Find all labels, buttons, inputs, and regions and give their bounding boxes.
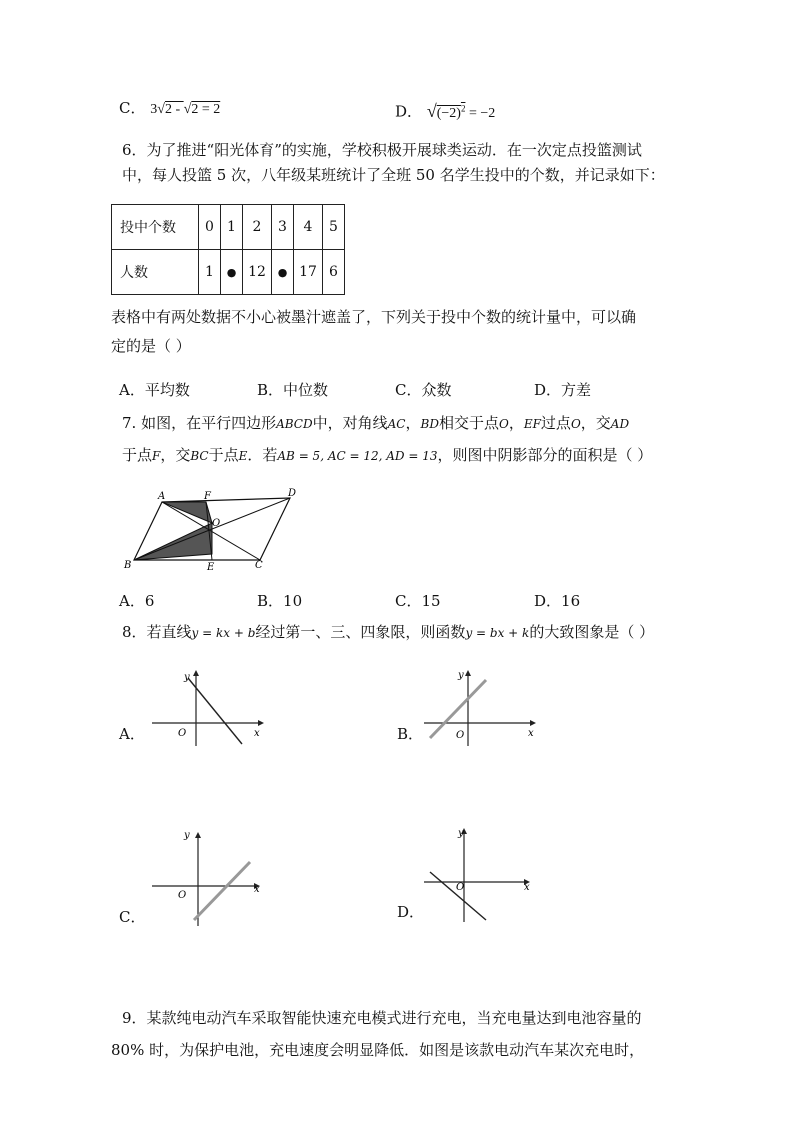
q5-option-d-letter: D． [395, 102, 423, 121]
label-d: D [288, 488, 297, 499]
origin-label: O [178, 728, 187, 739]
y-label: y [184, 830, 190, 841]
origin-label: O [178, 890, 187, 901]
q8-graph-d [420, 826, 540, 926]
q5-option-c-expr: 3√2 - √2 = 2 [150, 102, 221, 117]
q6-option-a: A．平均数 [119, 381, 190, 399]
table-cell: 4 [294, 205, 323, 250]
q7-line-1: 7. 如图，在平行四边形ABCD中，对角线AC，BD相交于点O，EF过点O，交AD [122, 414, 630, 432]
table-cell: 1 [221, 205, 243, 250]
q8-graph-c [148, 828, 268, 928]
y-arrow [193, 670, 199, 676]
q8-graph-b [420, 668, 540, 748]
x-arrow [530, 720, 536, 726]
q5-option-d [395, 98, 495, 124]
origin-label: O [456, 882, 465, 893]
shaded-triangle-bottom [134, 523, 212, 560]
table-cell: 0 [199, 205, 221, 250]
q5-option-c [119, 98, 220, 120]
q7-option-c: C．15 [395, 592, 441, 610]
x-label: x [254, 884, 260, 895]
q7-option-d: D．16 [534, 592, 581, 610]
q6-line-4: 定的是（ ） [111, 337, 191, 355]
table-cell: 2 [243, 205, 272, 250]
q8-stem: 8．若直线y = kx + b经过第一、三、四象限，则函数y = bx + k的大致图象是（ ） [122, 623, 655, 641]
q6-option-c: C．众数 [395, 381, 452, 399]
table-cell: 17 [294, 250, 323, 295]
q7-option-b: B．10 [257, 592, 303, 610]
q6-option-b: B．中位数 [257, 381, 329, 399]
label-b: B [124, 560, 132, 571]
q8-graph-a [148, 668, 268, 748]
q6-option-d: D．方差 [534, 381, 592, 399]
table-cell: 12 [243, 250, 272, 295]
table-cell: 3 [272, 205, 294, 250]
table-row [112, 205, 345, 250]
shaded-triangle-top [162, 502, 212, 523]
y-label: y [184, 672, 190, 683]
table-cell: 6 [323, 250, 345, 295]
table-cell: ● [272, 250, 294, 295]
y-label: y [458, 670, 464, 681]
q8-option-c-label: C． [119, 908, 146, 926]
label-c: C [255, 560, 263, 571]
x-label: x [524, 882, 530, 893]
graph-line [194, 862, 250, 920]
label-e: E [207, 562, 215, 573]
q6-line-1: 6．为了推进“阳光体育”的实施，学校积极开展球类运动．在一次定点投篮测试 [122, 141, 642, 159]
table-row [112, 250, 345, 295]
q6-line-2: 中，每人投篮 5 次，八年级某班统计了全班 50 名学生投中的个数，并记录如下： [122, 166, 665, 184]
y-label: y [458, 828, 464, 839]
q9-line-1: 9．某款纯电动汽车采取智能快速充电模式进行充电，当充电量达到电池容量的 [122, 1009, 642, 1027]
table-cell: 5 [323, 205, 345, 250]
q7-parallelogram-figure [118, 486, 318, 574]
label-f: F [204, 491, 211, 502]
graph-line [430, 872, 486, 920]
table-cell: 人数 [112, 250, 199, 295]
q6-line-3: 表格中有两处数据不小心被墨汁遮盖了，下列关于投中个数的统计量中，可以确 [111, 308, 637, 326]
q5-option-c-letter: C． [119, 99, 146, 117]
table-cell: ● [221, 250, 243, 295]
q6-score-table [111, 204, 345, 295]
q5-option-d-expr: $√(-2)^2 = -2$ [426, 100, 496, 121]
x-label: x [254, 728, 260, 739]
q7-line-2: 于点F，交BC于点E．若AB = 5, AC = 12, AD = 13，则图中阴影部分的面积是（ ） [122, 446, 653, 464]
x-label: x [528, 728, 534, 739]
q9-line-2: 80% 时，为保护电池，充电速度会明显降低．如图是该款电动汽车某次充电时， [111, 1041, 645, 1059]
q8-option-b-label: B． [397, 725, 424, 743]
x-arrow [258, 720, 264, 726]
y-arrow [465, 670, 471, 676]
table-cell: 投中个数 [112, 205, 199, 250]
y-arrow [195, 832, 201, 838]
table-cell: 1 [199, 250, 221, 295]
q8-option-a-label: A． [119, 725, 145, 743]
origin-label: O [456, 730, 465, 741]
label-o: O [212, 518, 221, 529]
q7-option-a: A．6 [119, 592, 155, 610]
label-a: A [158, 491, 166, 502]
q8-option-d-label: D． [397, 903, 425, 921]
